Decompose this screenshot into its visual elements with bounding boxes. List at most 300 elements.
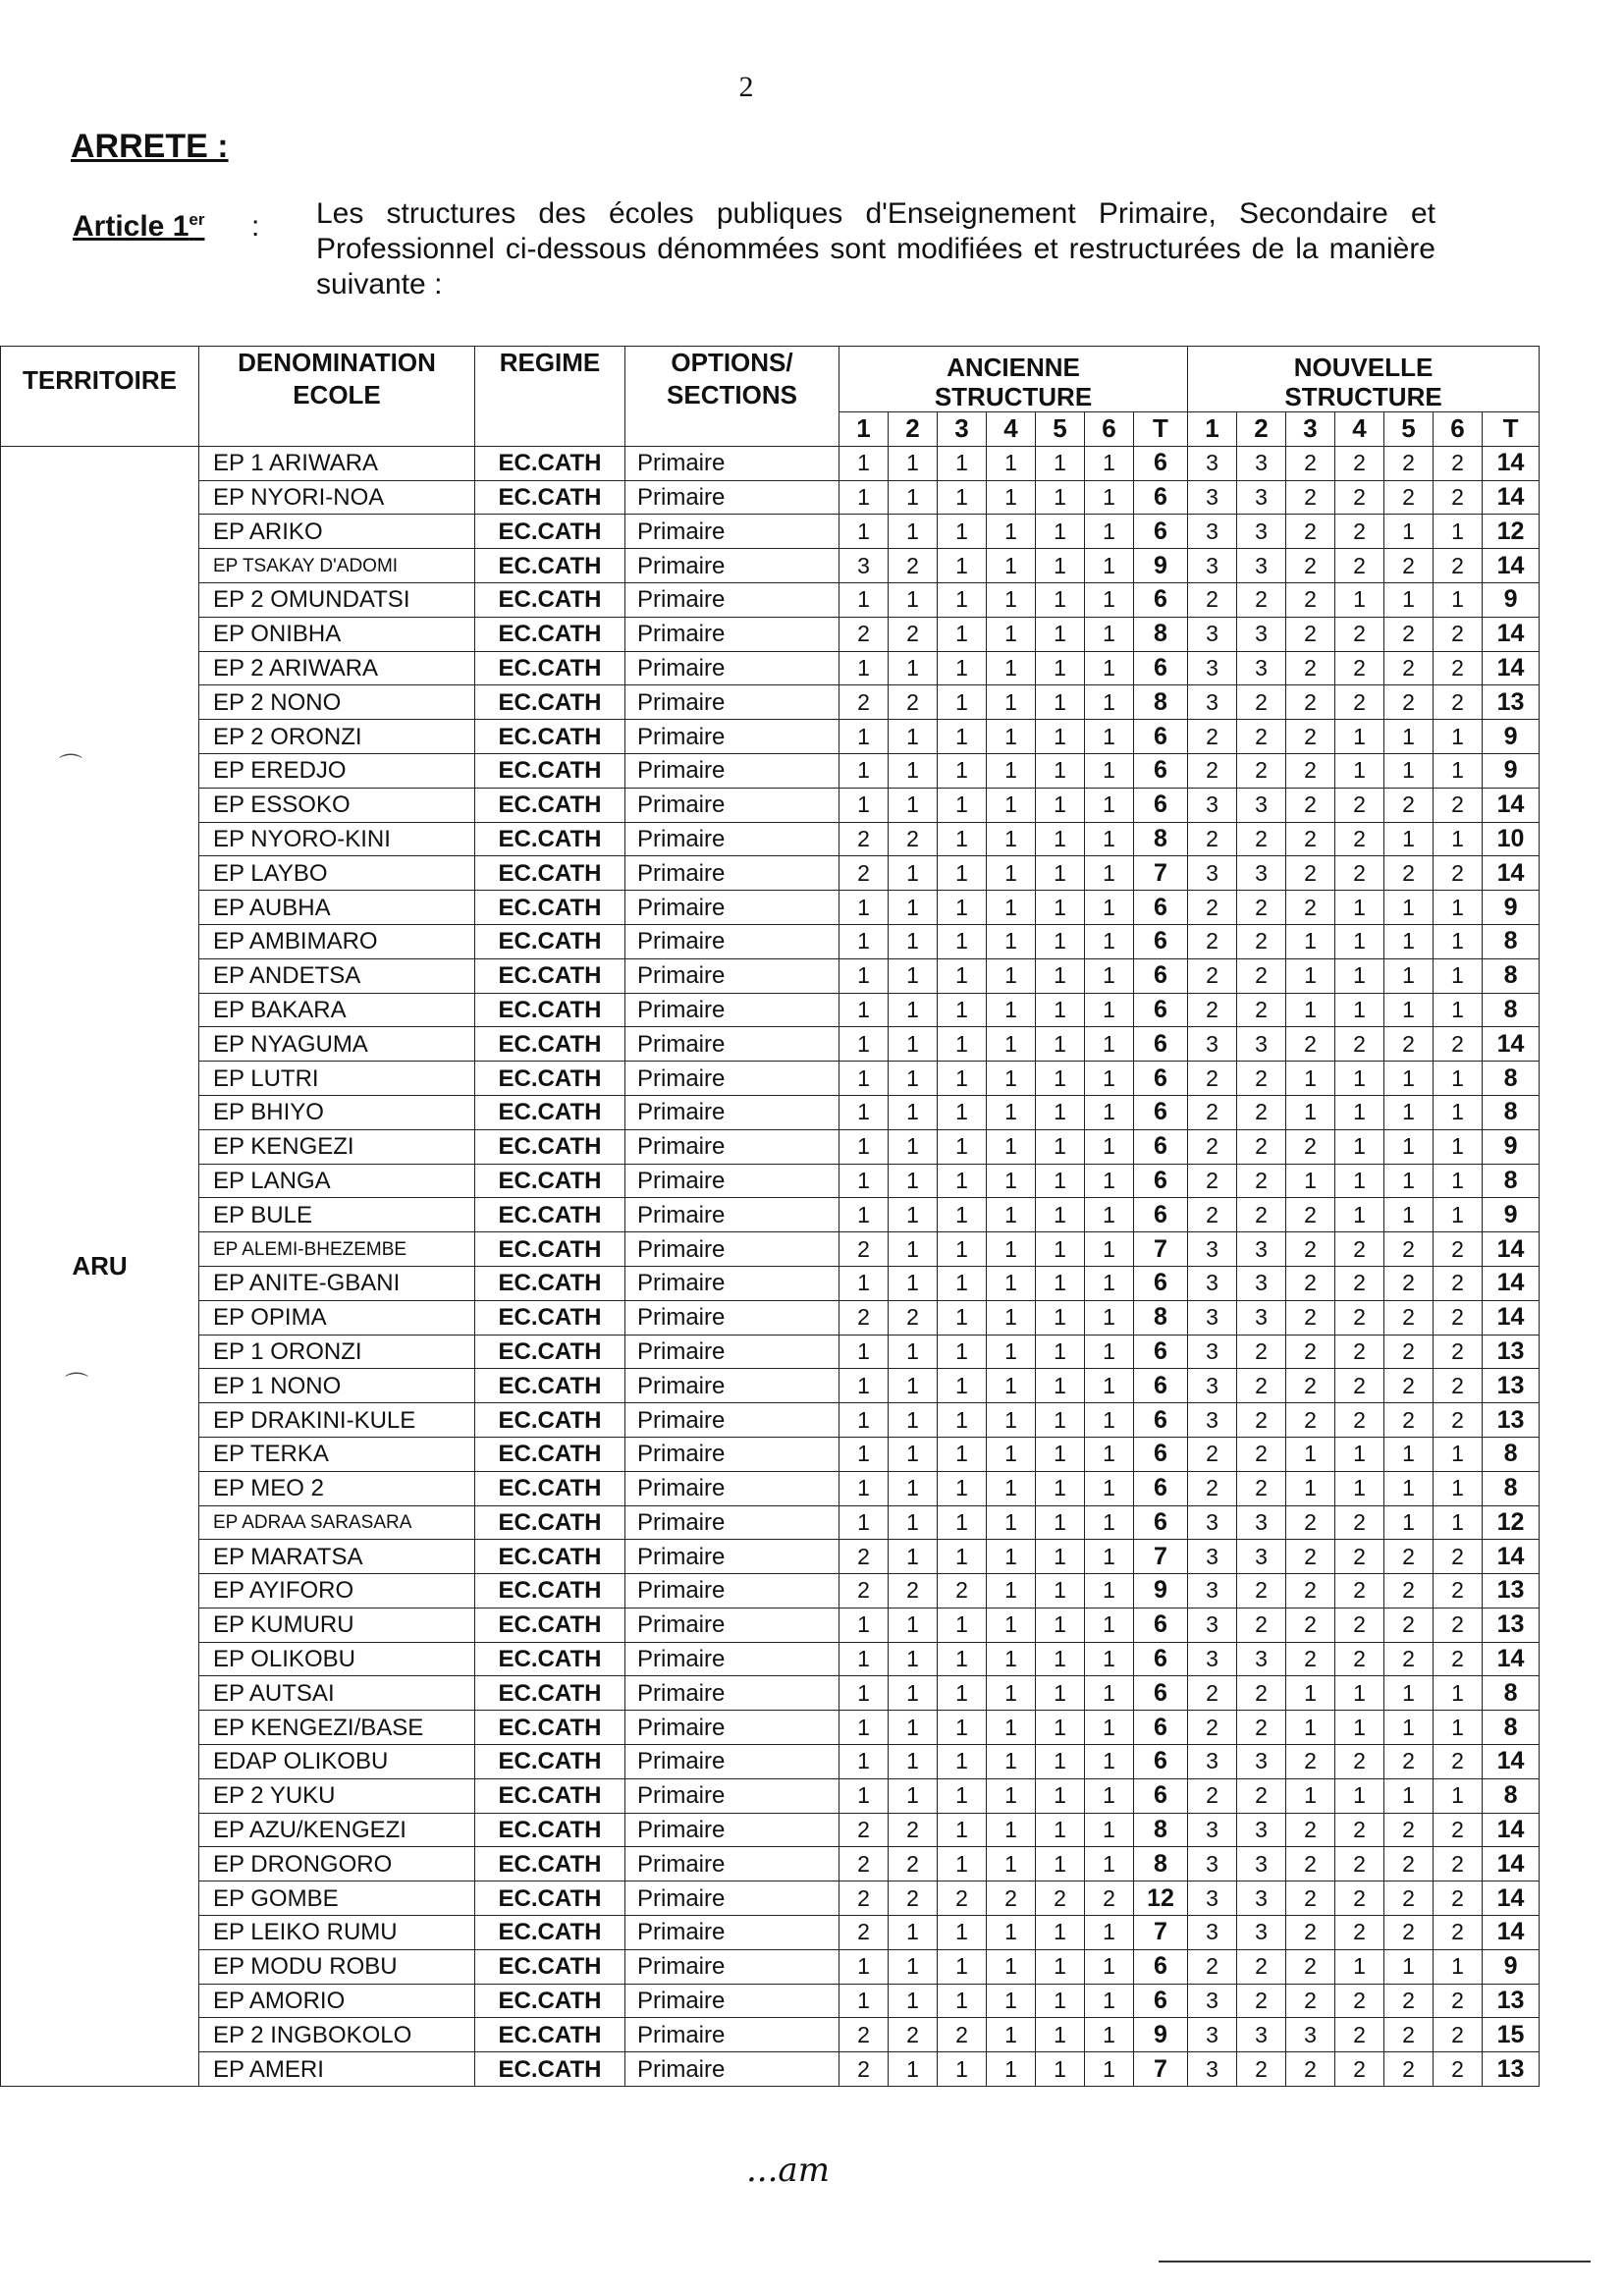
nouvelle-total-cell: 12	[1483, 1505, 1540, 1540]
nouvelle-level-cell: 3	[1188, 1505, 1237, 1540]
ancienne-level-cell: 1	[839, 924, 889, 958]
nouvelle-level-cell: 1	[1434, 1711, 1483, 1745]
ancienne-level-cell: 1	[889, 1505, 938, 1540]
nouvelle-total-cell: 14	[1483, 651, 1540, 685]
nouvelle-level-cell: 2	[1237, 1711, 1286, 1745]
school-name-cell: EDAP OLIKOBU	[199, 1745, 475, 1779]
school-name-cell: EP AUTSAI	[199, 1676, 475, 1711]
ancienne-level-cell: 1	[1085, 1676, 1134, 1711]
ancienne-level-cell: 1	[987, 1778, 1036, 1813]
option-cell: Primaire	[625, 2018, 839, 2052]
ancienne-total-cell: 8	[1134, 822, 1188, 856]
nouvelle-level-cell: 1	[1434, 753, 1483, 788]
ancienne-level-cell: 1	[1085, 1335, 1134, 1369]
ancienne-level-cell: 1	[938, 1266, 987, 1300]
ancienne-level-cell: 1	[987, 446, 1036, 480]
option-cell: Primaire	[625, 651, 839, 685]
nouvelle-level-cell: 2	[1286, 515, 1335, 549]
nouvelle-level-cell: 2	[1335, 822, 1384, 856]
ancienne-total-cell: 8	[1134, 1813, 1188, 1847]
regime-cell: EC.CATH	[475, 1062, 625, 1096]
ancienne-level-cell: 1	[1036, 1369, 1085, 1403]
table-row	[1, 1881, 1540, 1916]
nouvelle-total-cell: 10	[1483, 822, 1540, 856]
ancienne-level-cell: 1	[839, 1949, 889, 1984]
nouvelle-level-cell: 1	[1434, 1062, 1483, 1096]
option-cell: Primaire	[625, 1608, 839, 1642]
ancienne-level-cell: 2	[839, 1847, 889, 1881]
nouvelle-level-cell: 3	[1237, 549, 1286, 583]
nouvelle-level-cell: 2	[1286, 1403, 1335, 1438]
nouvelle-level-cell: 1	[1384, 1095, 1434, 1129]
nouvelle-level-cell: 2	[1286, 1745, 1335, 1779]
ancienne-level-cell: 1	[1036, 1129, 1085, 1164]
regime-cell: EC.CATH	[475, 651, 625, 685]
ancienne-level-cell: 1	[938, 1642, 987, 1676]
ancienne-level-cell: 1	[938, 1949, 987, 1984]
ancienne-level-cell: 1	[1036, 1608, 1085, 1642]
nouvelle-level-cell: 2	[1237, 685, 1286, 720]
ancienne-level-cell: 1	[1085, 788, 1134, 822]
school-name-cell: EP AMBIMARO	[199, 924, 475, 958]
ancienne-sub-header-3: 3	[938, 412, 987, 447]
footer-initials: ...am	[746, 2151, 830, 2190]
ancienne-level-cell: 1	[1085, 1813, 1134, 1847]
regime-cell: EC.CATH	[475, 720, 625, 754]
nouvelle-level-cell: 3	[1237, 651, 1286, 685]
school-name-cell: EP 2 NONO	[199, 685, 475, 720]
nouvelle-level-cell: 3	[1237, 1232, 1286, 1267]
nouvelle-level-cell: 2	[1384, 1300, 1434, 1335]
ancienne-total-cell: 6	[1134, 1129, 1188, 1164]
ancienne-level-cell: 1	[938, 924, 987, 958]
nouvelle-level-cell: 1	[1384, 515, 1434, 549]
nouvelle-level-cell: 2	[1335, 1574, 1384, 1608]
footer-rule	[1159, 2261, 1591, 2263]
ancienne-level-cell: 1	[1036, 1574, 1085, 1608]
ancienne-level-cell: 1	[839, 891, 889, 925]
school-name-cell: EP NYAGUMA	[199, 1027, 475, 1062]
regime-cell: EC.CATH	[475, 446, 625, 480]
ancienne-level-cell: 1	[987, 924, 1036, 958]
ancienne-level-cell: 1	[938, 958, 987, 993]
ancienne-level-cell: 2	[938, 1881, 987, 1916]
ancienne-level-cell: 1	[839, 720, 889, 754]
option-cell: Primaire	[625, 1062, 839, 1096]
nouvelle-total-cell: 14	[1483, 1266, 1540, 1300]
nouvelle-level-cell: 2	[1286, 1129, 1335, 1164]
nouvelle-level-cell: 2	[1335, 2018, 1384, 2052]
ancienne-level-cell: 1	[839, 515, 889, 549]
nouvelle-level-cell: 2	[1237, 1369, 1286, 1403]
ancienne-level-cell: 1	[889, 1369, 938, 1403]
ancienne-level-cell: 1	[938, 1300, 987, 1335]
nouvelle-level-cell: 2	[1335, 1916, 1384, 1950]
article-label-text: Article 1	[73, 210, 189, 243]
ancienne-level-cell: 1	[938, 446, 987, 480]
regime-cell: EC.CATH	[475, 891, 625, 925]
nouvelle-level-cell: 2	[1384, 1574, 1434, 1608]
nouvelle-level-cell: 1	[1335, 582, 1384, 617]
nouvelle-level-cell: 3	[1188, 1847, 1237, 1881]
nouvelle-level-cell: 3	[1237, 856, 1286, 891]
ancienne-level-cell: 1	[938, 2052, 987, 2087]
ancienne-level-cell: 1	[1036, 582, 1085, 617]
ancienne-level-cell: 1	[1085, 480, 1134, 515]
nouvelle-level-cell: 1	[1335, 1471, 1384, 1505]
nouvelle-level-cell: 1	[1286, 1676, 1335, 1711]
ancienne-level-cell: 1	[889, 1129, 938, 1164]
ancienne-level-cell: 2	[839, 822, 889, 856]
ancienne-level-cell: 1	[1085, 1437, 1134, 1471]
nouvelle-level-cell: 3	[1188, 1574, 1237, 1608]
nouvelle-level-cell: 2	[1286, 582, 1335, 617]
margin-mark: ⌒	[65, 1372, 88, 1398]
option-cell: Primaire	[625, 720, 839, 754]
nouvelle-total-cell: 13	[1483, 1335, 1540, 1369]
nouvelle-level-cell: 2	[1384, 788, 1434, 822]
ancienne-level-cell: 1	[839, 753, 889, 788]
nouvelle-level-cell: 2	[1335, 1232, 1384, 1267]
ancienne-level-cell: 1	[987, 1027, 1036, 1062]
school-name-cell: EP NYORO-KINI	[199, 822, 475, 856]
school-name-cell: EP GOMBE	[199, 1881, 475, 1916]
nouvelle-level-cell: 2	[1434, 1369, 1483, 1403]
nouvelle-level-cell: 2	[1237, 1129, 1286, 1164]
nouvelle-level-cell: 3	[1188, 617, 1237, 651]
ancienne-level-cell: 1	[889, 788, 938, 822]
ancienne-level-cell: 1	[889, 958, 938, 993]
ancienne-level-cell: 2	[889, 617, 938, 651]
regime-cell: EC.CATH	[475, 1711, 625, 1745]
school-name-cell: EP 1 ORONZI	[199, 1335, 475, 1369]
table-row	[1, 515, 1540, 549]
regime-cell: EC.CATH	[475, 1095, 625, 1129]
option-cell: Primaire	[625, 1403, 839, 1438]
ancienne-level-cell: 1	[987, 1540, 1036, 1574]
nouvelle-level-cell: 1	[1434, 1129, 1483, 1164]
nouvelle-level-cell: 1	[1434, 1198, 1483, 1232]
ancienne-level-cell: 1	[839, 1164, 889, 1198]
school-name-cell: EP OLIKOBU	[199, 1642, 475, 1676]
nouvelle-level-cell: 2	[1188, 582, 1237, 617]
ancienne-level-cell: 1	[987, 617, 1036, 651]
nouvelle-level-cell: 2	[1384, 1916, 1434, 1950]
option-cell: Primaire	[625, 1266, 839, 1300]
ancienne-level-cell: 1	[1036, 1232, 1085, 1267]
nouvelle-level-cell: 1	[1335, 1711, 1384, 1745]
nouvelle-level-cell: 1	[1335, 891, 1384, 925]
header-territoire: TERRITOIRE	[1, 347, 199, 447]
option-cell: Primaire	[625, 1642, 839, 1676]
ancienne-total-cell: 6	[1134, 1266, 1188, 1300]
option-cell: Primaire	[625, 480, 839, 515]
option-cell: Primaire	[625, 1847, 839, 1881]
ancienne-level-cell: 1	[1085, 515, 1134, 549]
nouvelle-level-cell: 3	[1237, 1881, 1286, 1916]
nouvelle-level-cell: 2	[1286, 1984, 1335, 2018]
ancienne-level-cell: 1	[839, 1745, 889, 1779]
nouvelle-total-cell: 8	[1483, 1164, 1540, 1198]
school-name-cell: EP ADRAA SARASARA	[199, 1505, 475, 1540]
nouvelle-level-cell: 1	[1286, 1778, 1335, 1813]
nouvelle-level-cell: 1	[1434, 1471, 1483, 1505]
ancienne-level-cell: 1	[1085, 1847, 1134, 1881]
ancienne-level-cell: 1	[889, 1778, 938, 1813]
regime-cell: EC.CATH	[475, 1949, 625, 1984]
regime-cell: EC.CATH	[475, 1676, 625, 1711]
ancienne-total-cell: 6	[1134, 1984, 1188, 2018]
nouvelle-level-cell: 2	[1434, 1300, 1483, 1335]
nouvelle-total-cell: 14	[1483, 1847, 1540, 1881]
ancienne-level-cell: 1	[1085, 1949, 1134, 1984]
ancienne-level-cell: 1	[889, 1540, 938, 1574]
nouvelle-total-cell: 8	[1483, 1778, 1540, 1813]
school-name-cell: EP 1 NONO	[199, 1369, 475, 1403]
nouvelle-level-cell: 2	[1188, 1095, 1237, 1129]
ancienne-level-cell: 2	[889, 549, 938, 583]
table-row	[1, 856, 1540, 891]
ancienne-total-cell: 6	[1134, 1403, 1188, 1438]
ancienne-level-cell: 1	[938, 515, 987, 549]
nouvelle-level-cell: 2	[1286, 753, 1335, 788]
nouvelle-level-cell: 1	[1335, 1778, 1384, 1813]
ancienne-level-cell: 1	[938, 1335, 987, 1369]
nouvelle-total-cell: 8	[1483, 1095, 1540, 1129]
school-name-cell: EP ALEMI-BHEZEMBE	[199, 1232, 475, 1267]
ancienne-level-cell: 1	[1036, 1778, 1085, 1813]
nouvelle-level-cell: 2	[1434, 617, 1483, 651]
regime-cell: EC.CATH	[475, 1984, 625, 2018]
option-cell: Primaire	[625, 891, 839, 925]
school-name-cell: EP AMERI	[199, 2052, 475, 2087]
ancienne-total-cell: 6	[1134, 993, 1188, 1027]
nouvelle-level-cell: 2	[1286, 891, 1335, 925]
nouvelle-level-cell: 2	[1384, 685, 1434, 720]
nouvelle-total-cell: 14	[1483, 446, 1540, 480]
ancienne-level-cell: 1	[1085, 1300, 1134, 1335]
ancienne-total-cell: 7	[1134, 2052, 1188, 2087]
ancienne-level-cell: 1	[1085, 753, 1134, 788]
ancienne-level-cell: 1	[839, 788, 889, 822]
nouvelle-level-cell: 1	[1335, 1095, 1384, 1129]
nouvelle-level-cell: 2	[1286, 1300, 1335, 1335]
ancienne-level-cell: 1	[889, 1198, 938, 1232]
nouvelle-level-cell: 2	[1237, 1984, 1286, 2018]
ancienne-level-cell: 2	[839, 1916, 889, 1950]
school-name-cell: EP LANGA	[199, 1164, 475, 1198]
ancienne-level-cell: 1	[1036, 1916, 1085, 1950]
nouvelle-level-cell: 3	[1188, 1369, 1237, 1403]
header-options: OPTIONS/ SECTIONS	[625, 347, 839, 447]
ancienne-level-cell: 1	[987, 1403, 1036, 1438]
table-row	[1, 1711, 1540, 1745]
nouvelle-total-cell: 14	[1483, 617, 1540, 651]
nouvelle-level-cell: 1	[1434, 1778, 1483, 1813]
nouvelle-total-cell: 13	[1483, 1403, 1540, 1438]
ancienne-level-cell: 1	[1036, 958, 1085, 993]
school-name-cell: EP NYORI-NOA	[199, 480, 475, 515]
ancienne-level-cell: 1	[1085, 1062, 1134, 1096]
ancienne-level-cell: 1	[889, 1711, 938, 1745]
table-row	[1, 1778, 1540, 1813]
nouvelle-level-cell: 1	[1384, 958, 1434, 993]
nouvelle-level-cell: 1	[1335, 1198, 1384, 1232]
table-row	[1, 891, 1540, 925]
nouvelle-level-cell: 1	[1384, 1437, 1434, 1471]
ancienne-total-cell: 6	[1134, 1095, 1188, 1129]
nouvelle-level-cell: 3	[1188, 515, 1237, 549]
ancienne-level-cell: 1	[1036, 651, 1085, 685]
nouvelle-level-cell: 2	[1237, 1335, 1286, 1369]
nouvelle-total-cell: 14	[1483, 856, 1540, 891]
regime-cell: EC.CATH	[475, 2052, 625, 2087]
nouvelle-level-cell: 3	[1188, 685, 1237, 720]
nouvelle-level-cell: 2	[1188, 1437, 1237, 1471]
ancienne-level-cell: 1	[1036, 1300, 1085, 1335]
ancienne-total-cell: 6	[1134, 1027, 1188, 1062]
nouvelle-level-cell: 2	[1286, 1505, 1335, 1540]
table-row	[1, 753, 1540, 788]
nouvelle-level-cell: 2	[1384, 1745, 1434, 1779]
ancienne-level-cell: 1	[1036, 1505, 1085, 1540]
option-cell: Primaire	[625, 856, 839, 891]
nouvelle-level-cell: 2	[1286, 1608, 1335, 1642]
ancienne-level-cell: 1	[1085, 1984, 1134, 2018]
margin-mark: ⌒	[59, 753, 82, 780]
ancienne-total-cell: 6	[1134, 1949, 1188, 1984]
ancienne-level-cell: 2	[889, 822, 938, 856]
nouvelle-level-cell: 2	[1384, 856, 1434, 891]
ancienne-level-cell: 1	[987, 1711, 1036, 1745]
ancienne-level-cell: 1	[1036, 2052, 1085, 2087]
ancienne-level-cell: 1	[987, 651, 1036, 685]
option-cell: Primaire	[625, 1129, 839, 1164]
ancienne-total-cell: 6	[1134, 720, 1188, 754]
table-row	[1, 1745, 1540, 1779]
nouvelle-level-cell: 1	[1434, 1164, 1483, 1198]
ancienne-level-cell: 1	[889, 1403, 938, 1438]
regime-cell: EC.CATH	[475, 958, 625, 993]
ancienne-level-cell: 1	[987, 788, 1036, 822]
article-label-sup: er	[189, 210, 205, 229]
regime-cell: EC.CATH	[475, 1027, 625, 1062]
ancienne-level-cell: 1	[938, 1095, 987, 1129]
table-row	[1, 617, 1540, 651]
table-row	[1, 1266, 1540, 1300]
ancienne-level-cell: 1	[938, 1778, 987, 1813]
nouvelle-level-cell: 2	[1335, 446, 1384, 480]
school-name-cell: EP TSAKAY D'ADOMI	[199, 549, 475, 583]
school-name-cell: EP AYIFORO	[199, 1574, 475, 1608]
regime-cell: EC.CATH	[475, 515, 625, 549]
nouvelle-level-cell: 1	[1384, 891, 1434, 925]
ancienne-total-cell: 9	[1134, 549, 1188, 583]
table-row	[1, 582, 1540, 617]
ancienne-level-cell: 1	[1085, 617, 1134, 651]
ancienne-level-cell: 1	[987, 1608, 1036, 1642]
ancienne-level-cell: 1	[987, 1369, 1036, 1403]
nouvelle-level-cell: 1	[1286, 1471, 1335, 1505]
nouvelle-level-cell: 2	[1434, 1403, 1483, 1438]
ancienne-level-cell: 1	[1036, 993, 1085, 1027]
nouvelle-level-cell: 2	[1188, 1711, 1237, 1745]
nouvelle-sub-header-4: 4	[1335, 412, 1384, 447]
nouvelle-level-cell: 1	[1335, 993, 1384, 1027]
regime-cell: EC.CATH	[475, 1164, 625, 1198]
school-name-cell: EP DRONGORO	[199, 1847, 475, 1881]
nouvelle-level-cell: 2	[1434, 2018, 1483, 2052]
option-cell: Primaire	[625, 1881, 839, 1916]
nouvelle-level-cell: 2	[1286, 1574, 1335, 1608]
ancienne-total-cell: 7	[1134, 1916, 1188, 1950]
ancienne-level-cell: 1	[839, 1711, 889, 1745]
ancienne-level-cell: 1	[839, 1437, 889, 1471]
ancienne-level-cell: 1	[1036, 1403, 1085, 1438]
nouvelle-level-cell: 2	[1434, 1608, 1483, 1642]
school-name-cell: EP LEIKO RUMU	[199, 1916, 475, 1950]
ancienne-level-cell: 1	[987, 685, 1036, 720]
regime-cell: EC.CATH	[475, 1540, 625, 1574]
nouvelle-level-cell: 3	[1188, 1642, 1237, 1676]
nouvelle-level-cell: 2	[1335, 1745, 1384, 1779]
table-row	[1, 720, 1540, 754]
nouvelle-level-cell: 2	[1384, 1232, 1434, 1267]
ancienne-level-cell: 1	[938, 651, 987, 685]
ancienne-level-cell: 1	[889, 1745, 938, 1779]
ancienne-level-cell: 1	[938, 1676, 987, 1711]
ancienne-level-cell: 1	[938, 822, 987, 856]
nouvelle-level-cell: 2	[1286, 1813, 1335, 1847]
nouvelle-level-cell: 1	[1384, 1676, 1434, 1711]
nouvelle-total-cell: 14	[1483, 549, 1540, 583]
table-row	[1, 1608, 1540, 1642]
nouvelle-total-cell: 13	[1483, 1574, 1540, 1608]
regime-cell: EC.CATH	[475, 993, 625, 1027]
nouvelle-level-cell: 2	[1434, 1027, 1483, 1062]
nouvelle-level-cell: 2	[1286, 1949, 1335, 1984]
ancienne-level-cell: 1	[839, 1608, 889, 1642]
table-row	[1, 1847, 1540, 1881]
ancienne-level-cell: 1	[889, 1266, 938, 1300]
ancienne-total-cell: 6	[1134, 1335, 1188, 1369]
ancienne-level-cell: 1	[1085, 822, 1134, 856]
nouvelle-level-cell: 1	[1384, 1198, 1434, 1232]
ancienne-level-cell: 1	[938, 549, 987, 583]
nouvelle-level-cell: 2	[1188, 1471, 1237, 1505]
nouvelle-level-cell: 2	[1335, 617, 1384, 651]
nouvelle-level-cell: 2	[1237, 582, 1286, 617]
school-name-cell: EP 1 ARIWARA	[199, 446, 475, 480]
nouvelle-level-cell: 2	[1335, 1027, 1384, 1062]
ancienne-total-cell: 6	[1134, 515, 1188, 549]
school-name-cell: EP AUBHA	[199, 891, 475, 925]
nouvelle-level-cell: 1	[1335, 924, 1384, 958]
ancienne-level-cell: 1	[1036, 1540, 1085, 1574]
nouvelle-level-cell: 1	[1286, 1062, 1335, 1096]
regime-cell: EC.CATH	[475, 685, 625, 720]
ancienne-level-cell: 2	[839, 1574, 889, 1608]
school-name-cell: EP OPIMA	[199, 1300, 475, 1335]
ancienne-level-cell: 2	[839, 1232, 889, 1267]
school-name-cell: EP 2 ORONZI	[199, 720, 475, 754]
school-name-cell: EP KUMURU	[199, 1608, 475, 1642]
ancienne-level-cell: 1	[938, 1369, 987, 1403]
table-row	[1, 1369, 1540, 1403]
nouvelle-total-cell: 9	[1483, 1949, 1540, 1984]
nouvelle-level-cell: 2	[1237, 1198, 1286, 1232]
nouvelle-level-cell: 3	[1188, 480, 1237, 515]
